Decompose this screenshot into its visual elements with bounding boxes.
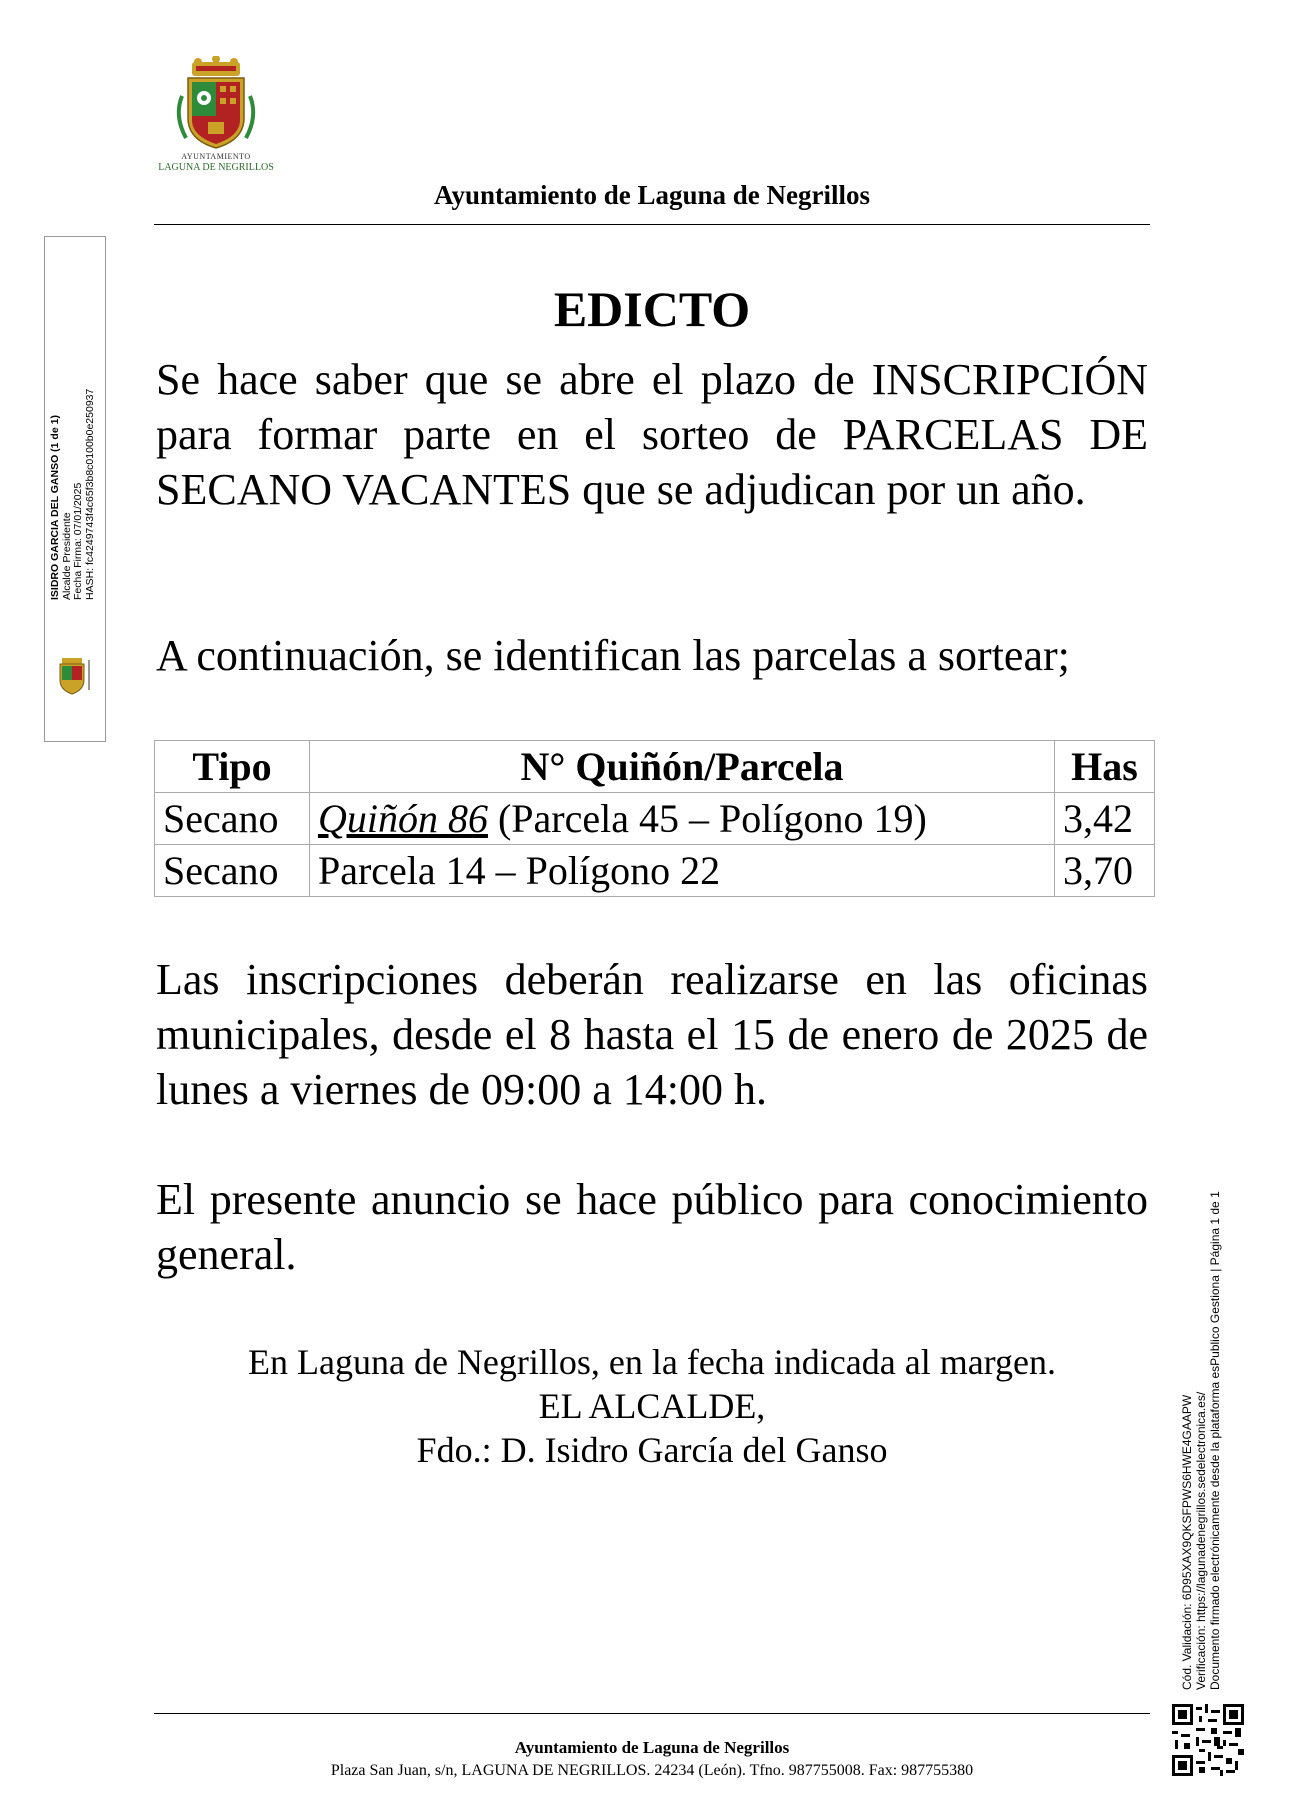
signature-date: Fecha Firma: 07/01/2025 (72, 482, 84, 600)
quinon-link[interactable]: Quiñón 86 (317, 796, 488, 841)
cell-tipo: Secano (155, 793, 310, 845)
signature-hash: HASH: fc4249743f4c65f3b8c0100b0e250937 (83, 388, 96, 600)
column-header-tipo: Tipo (155, 741, 310, 793)
cell-has: 3,42 (1055, 793, 1155, 845)
document-title: EDICTO (553, 281, 751, 337)
coat-of-arms-icon (152, 56, 280, 152)
footer-title: Ayuntamiento de Laguna de Negrillos (514, 1738, 790, 1757)
signer-role: Alcalde Presidente (60, 512, 73, 600)
publication-paragraph: El presente anuncio se hace público para conocimiento general. (156, 1175, 1148, 1279)
validation-code: Cód. Validación: 6D95XAX9QKSFPWS6HWE4GAAPW (1180, 1394, 1194, 1690)
column-header-has: Has (1055, 741, 1155, 793)
closing-place: En Laguna de Negrillos, en la fecha indicada al margen. (248, 1342, 1056, 1382)
signer-name: ISIDRO GARCIA DEL GANSO (1 de 1) (49, 415, 61, 600)
closing-role: EL ALCALDE, (538, 1386, 766, 1426)
announcement-paragraph: Se hace saber que se abre el plazo de INSCRIPCIÓN para formar parte en el sorteo de PARCELAS DE SECANO VACANTES que se adjudican por un año. (156, 355, 1148, 514)
municipal-coat-of-arms-logo (152, 56, 280, 176)
footer-address: Plaza San Juan, s/n, LAGUNA DE NEGRILLOS. 24234 (León). Tfno. 987755008. Fax: 987755380 (330, 1762, 974, 1779)
header-title: Ayuntamiento de Laguna de Negrillos (433, 180, 871, 210)
signature-stamp-text (50, 350, 160, 600)
verification-text (1180, 1130, 1222, 1690)
cell-tipo: Secano (155, 845, 310, 897)
parcels-table (154, 740, 1155, 897)
table-header-row (155, 741, 1155, 793)
logo-caption-ayuntamiento: AYUNTAMIENTO (181, 152, 251, 161)
registration-paragraph: Las inscripciones deberán realizarse en las oficinas municipales, desde el 8 hasta el 15 de enero de 2025 de lunes a viernes de 09:00 a 14:00 h. (156, 955, 1148, 1114)
parcels-intro-paragraph: A continuación, se identifican las parcelas a sortear; (156, 631, 1070, 680)
verification-url[interactable]: Verificación: https://lagunadenegrillos.sedelectronica.es/ (1194, 1391, 1208, 1690)
closing-signature: Fdo.: D. Isidro García del Ganso (416, 1430, 888, 1470)
column-header-parcela: N° Quiñón/Parcela (309, 741, 1054, 793)
logo-caption-town: LAGUNA DE NEGRILLOS (158, 162, 274, 173)
header-divider (154, 224, 1150, 225)
qr-code-icon (1172, 1704, 1244, 1776)
table-row (155, 793, 1155, 845)
table-row (155, 845, 1155, 897)
verification-note: Documento firmado electrónicamente desde la plataforma esPublico Gestiona | Página 1 de 1 (1208, 1191, 1222, 1690)
cell-parcela-text: (Parcela 45 – Polígono 19) (487, 796, 927, 841)
footer-divider (154, 1713, 1150, 1714)
cell-has: 3,70 (1055, 845, 1155, 897)
cell-parcela (309, 793, 1054, 845)
signature-stamp-logo-icon (48, 652, 102, 696)
cell-parcela: Parcela 14 – Polígono 22 (309, 845, 1054, 897)
